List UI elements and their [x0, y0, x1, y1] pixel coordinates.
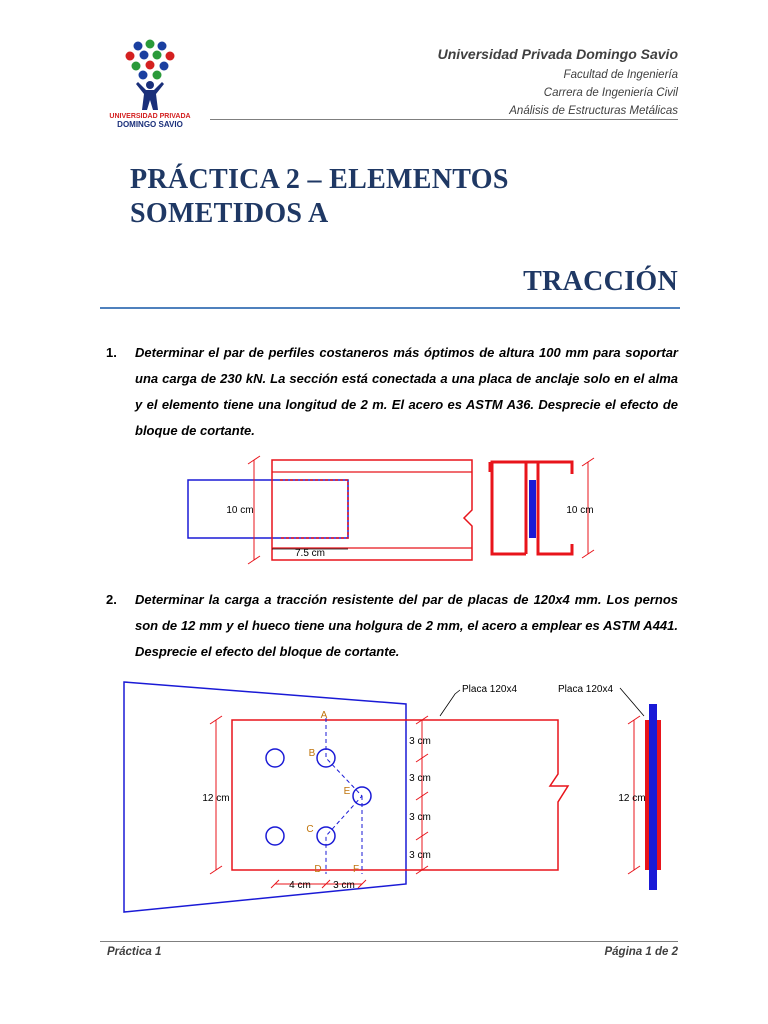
spacing-label: 3 cm: [409, 736, 431, 747]
point-label-a: A: [320, 710, 328, 721]
title-line-1: PRÁCTICA 2 – ELEMENTOS SOMETIDOS A: [130, 164, 509, 229]
faculty-name: Facultad de Ingeniería: [563, 69, 678, 81]
spacing-label: 3 cm: [409, 773, 431, 784]
bottom-dimension-label: 4 cm: [289, 880, 311, 891]
plate-callout-1: Placa 120x4: [462, 684, 518, 695]
section-width-label: 12 cm: [618, 793, 646, 804]
question-number: 2.: [106, 592, 117, 607]
spacing-label: 3 cm: [409, 812, 431, 823]
point-label-d: D: [314, 864, 322, 875]
point-label-c: C: [306, 824, 314, 835]
footer-divider: [100, 941, 678, 942]
question-text: Determinar el par de perfiles costaneros más óptimos de altura 100 mm para soportar una carga de 230 kN. La sección está conectada a una placa de anclaje solo en el alma y el elemento tiene una longitud de 2 m. El acero es ASTM A36. Desprecie el efecto de bloque de cortante.: [135, 345, 678, 438]
point-label-b: B: [308, 748, 316, 759]
bottom-dimension-label: 3 cm: [333, 880, 355, 891]
question-1: [100, 340, 678, 444]
tension-plate: [232, 720, 568, 870]
logo-text-top: UNIVERSIDAD PRIVADA: [109, 113, 191, 120]
section-height-label: 10 cm: [566, 505, 594, 516]
page-header: [438, 46, 678, 120]
bolt-hole: [266, 827, 284, 845]
page-title: [110, 163, 678, 299]
point-label-e: E: [343, 786, 351, 797]
course-name: Análisis de Estructuras Metálicas: [509, 105, 678, 117]
logo-spheres-icon: [126, 40, 175, 80]
point-label-f: F: [352, 864, 360, 875]
question-2: [100, 587, 678, 665]
logo-figure-icon: [136, 81, 164, 110]
channel-member: [272, 460, 472, 560]
title-line-2: TRACCIÓN: [523, 266, 678, 297]
university-name: Universidad Privada Domingo Savio: [437, 46, 678, 62]
bolt-hole: [317, 749, 335, 767]
plate-width-label: 12 cm: [202, 793, 230, 804]
figure-1-channel-connection: [180, 452, 610, 572]
header-divider: [210, 119, 678, 120]
bolt-hole: [266, 749, 284, 767]
dimension-height-label: 10 cm: [226, 505, 254, 516]
title-divider: [100, 307, 680, 309]
logo-text-bottom: DOMINGO SAVIO: [117, 120, 183, 128]
footer-left: Práctica 1: [107, 946, 162, 958]
career-name: Carrera de Ingeniería Civil: [543, 87, 678, 99]
gusset-plate: [124, 682, 406, 912]
question-text: Determinar la carga a tracción resistente del par de placas de 120x4 mm. Los pernos son de 12 mm y el hueco tiene una holgura de 2 mm, el acero a emplear es ASTM A441. Desprecie el efecto del bloque de cortante.: [135, 592, 678, 659]
weld-line: [280, 480, 348, 538]
plate-callout-2: Placa 120x4: [558, 684, 614, 695]
gusset-plate: [188, 480, 348, 538]
dimension-length-label: 7.5 cm: [294, 548, 326, 559]
question-number: 1.: [106, 345, 117, 360]
university-logo: [100, 38, 200, 128]
figure-2-bolted-plate: [110, 676, 680, 916]
footer-page-number: Página 1 de 2: [604, 946, 678, 958]
spacing-label: 3 cm: [409, 850, 431, 861]
bolt-hole: [317, 827, 335, 845]
